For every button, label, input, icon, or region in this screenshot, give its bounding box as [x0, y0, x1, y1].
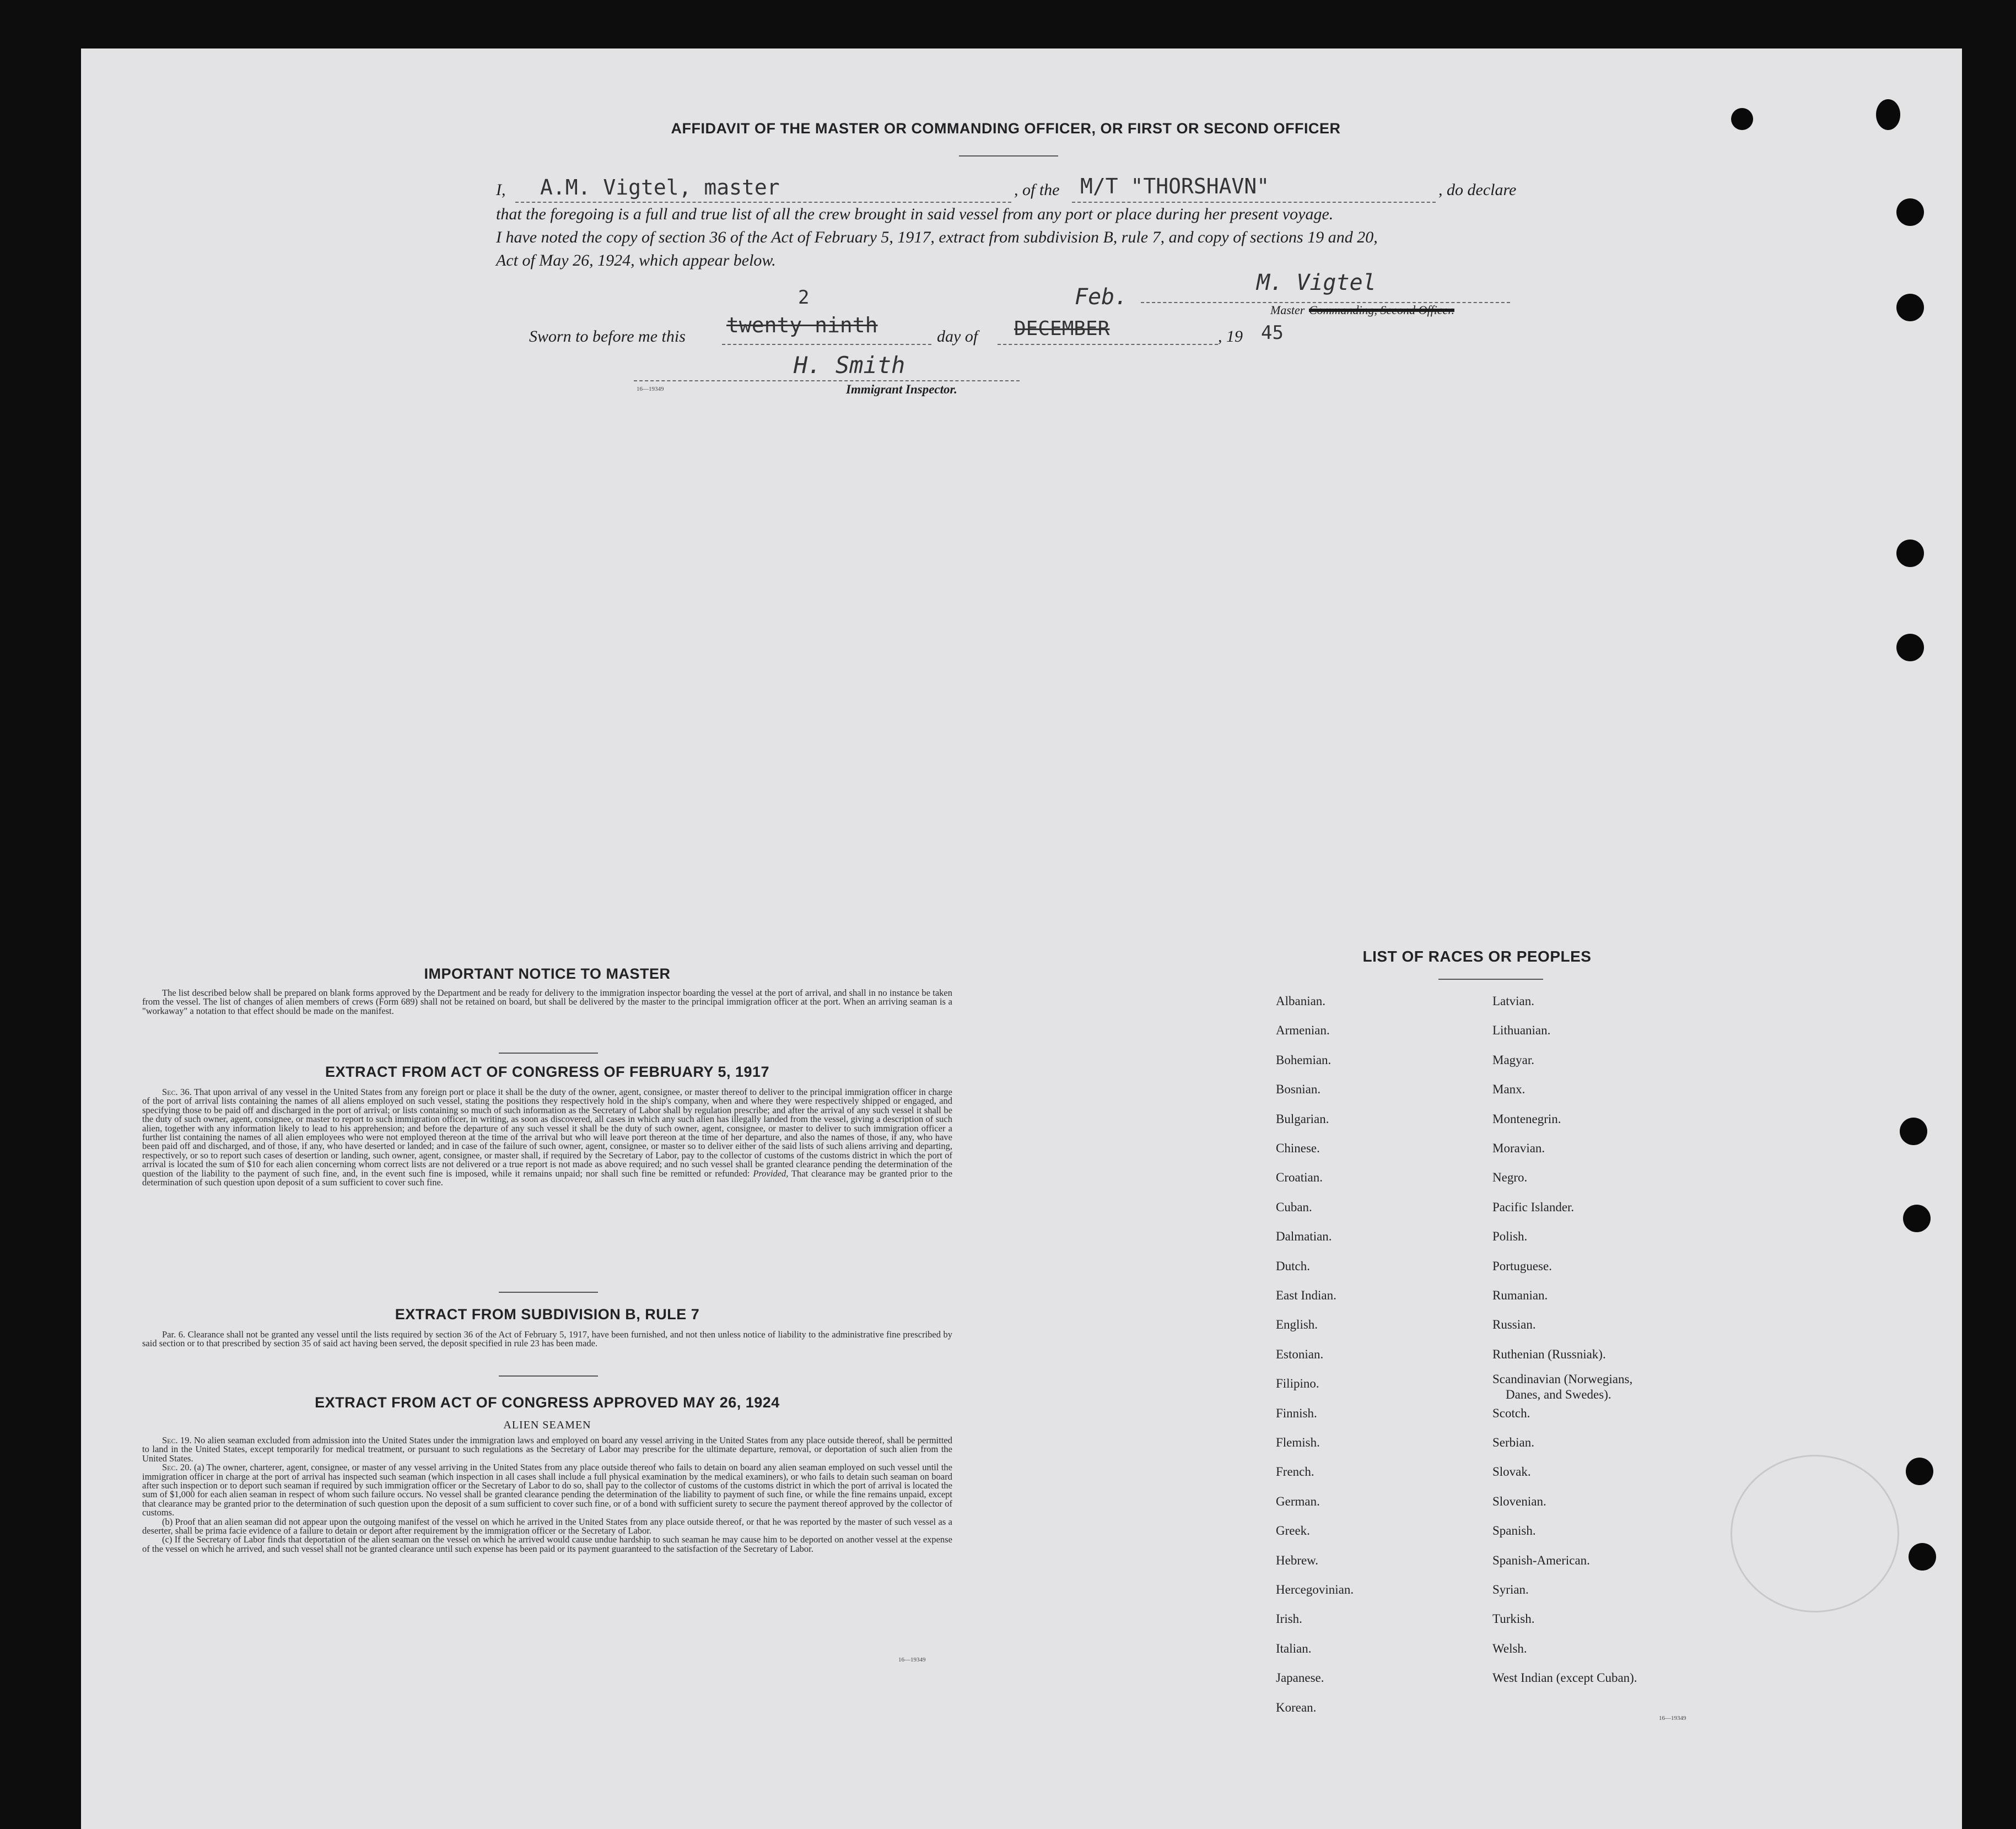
- race-item: English.: [1276, 1318, 1318, 1332]
- race-item: Bosnian.: [1276, 1082, 1321, 1097]
- race-item: Dutch.: [1276, 1259, 1310, 1273]
- race-item: Syrian.: [1492, 1583, 1529, 1596]
- day-correction: 2: [798, 287, 810, 309]
- notice-text: [142, 989, 952, 1016]
- section-19-text: No alien seaman excluded from admission into the United States under the immigration laws and employed on board any vessel arriving in the United States from any place outside thereof, shall be permitted to land in the United States, except temporarily for medical treatment, or pursuant to such regulations as the Secretary of Labor may prescribe for the ultimate departure, removal, or deportation of such alien from the United States.: [142, 1435, 953, 1464]
- race-item: Danes, and Swedes).: [1506, 1388, 1611, 1402]
- subdivision-text: [142, 1330, 952, 1348]
- race-item: Rumanian.: [1492, 1288, 1548, 1302]
- section-rule: [499, 1053, 598, 1054]
- race-item: Manx.: [1492, 1082, 1526, 1097]
- races-form-number: 16—19349: [1659, 1715, 1686, 1722]
- race-item: Portuguese.: [1492, 1259, 1552, 1273]
- sworn-label: Sworn to before me this: [529, 327, 686, 346]
- race-item: Cuban.: [1276, 1200, 1312, 1214]
- race-item: Scotch.: [1492, 1406, 1530, 1420]
- year-handwritten: 45: [1261, 322, 1284, 344]
- races-rule: [1438, 979, 1543, 980]
- par-6-text: Par. 6. Clearance shall not be granted any vessel until the lists required by section 36 of the Act of February 5, 1917, have been furnished, and not then unless notice of liability to the administrative fine prescribed by said section or to that prescribed by section 35 of said act having been served, the deposit specified in rule 23 has been made.: [142, 1329, 952, 1349]
- master-label: Master: [1270, 303, 1305, 317]
- section-label: Sec. 36.: [162, 1087, 192, 1097]
- race-item: Latvian.: [1492, 994, 1534, 1008]
- punch-hole: [1731, 108, 1753, 130]
- day-line: [722, 344, 931, 345]
- race-item: Montenegrin.: [1492, 1112, 1561, 1126]
- race-item: Albanian.: [1276, 994, 1326, 1008]
- inspector-label: Immigrant Inspector.: [846, 382, 957, 396]
- punch-hole: [1896, 634, 1924, 661]
- race-item: Slovak.: [1492, 1465, 1531, 1479]
- of-the-label: , of the: [1014, 181, 1060, 199]
- month-line: [998, 344, 1218, 345]
- inspector-line: [634, 380, 1020, 381]
- punch-hole: [1909, 1543, 1936, 1571]
- alien-seamen-subtitle: ALIEN SEAMEN: [503, 1419, 591, 1431]
- proviso-label: Provided,: [753, 1168, 789, 1179]
- section-20a-text: (a) The owner, charterer, agent, consignee, or master of any vessel arriving in the United States from any place outside thereof who fails to detain on board any alien seaman employed on such vessel until the immigration officer in charge at the port of arrival has inspected such seaman (which inspection in all cases shall include a full physical examination by the medical examiners), or who fails to detain such seaman on board after such inspection or to deport such seaman if required by such immigration officer or the Secretary of Labor to do so, shall pay to the collector of customs of the customs district in which the port of arrival is located the sum of $1,000 for each alien seaman in respect of whom such failure occurs. No vessel shall be granted clearance pending the determination of the liability to payment of such fine, or while the fine remains unpaid, except that clearance may be granted prior to the determination of such question upon the deposit of a sum sufficient to cover such fine, or of a bond with sufficient surety to secure the payment thereof approved by the collector of customs.: [142, 1462, 953, 1518]
- affidavit-line-4: Act of May 26, 1924, which appear below.: [496, 251, 776, 269]
- section-rule: [499, 1375, 598, 1377]
- race-item: Lithuanian.: [1492, 1023, 1551, 1038]
- day-of-label: day of: [937, 327, 978, 346]
- subdivision-title: EXTRACT FROM SUBDIVISION B, RULE 7: [395, 1306, 700, 1323]
- month-handwritten: DECEMBER: [1014, 317, 1110, 340]
- document-page: [81, 48, 1962, 1829]
- races-title: LIST OF RACES OR PEOPLES: [1362, 948, 1592, 965]
- extract-1917-title: EXTRACT FROM ACT OF CONGRESS OF FEBRUARY 5, 1917: [325, 1064, 770, 1080]
- affidavit-title: AFFIDAVIT OF THE MASTER OR COMMANDING OFFICER, OR FIRST OR SECOND OFFICER: [671, 120, 1341, 137]
- race-item: Turkish.: [1492, 1612, 1535, 1626]
- master-signature: M. Vigtel: [1257, 270, 1376, 295]
- day-handwritten: twenty ninth: [726, 313, 878, 337]
- race-item: Hercegovinian.: [1276, 1583, 1354, 1596]
- notice-title: IMPORTANT NOTICE TO MASTER: [424, 965, 671, 982]
- left-form-number: 16—19349: [898, 1657, 926, 1663]
- do-declare-label: , do declare: [1438, 181, 1517, 199]
- master-name-line: [515, 202, 1011, 203]
- race-item: Magyar.: [1492, 1053, 1535, 1067]
- section-label: Sec. 19.: [162, 1435, 192, 1445]
- affidavit-line-2: that the foregoing is a full and true list of all the crew brought in said vessel from any port or place during her present voyage.: [496, 205, 1334, 223]
- race-item: Polish.: [1492, 1229, 1528, 1244]
- master-name-handwritten: A.M. Vigtel, master: [540, 175, 780, 199]
- notice-paragraph: The list described below shall be prepared on blank forms approved by the Department and be ready for delivery to the immigration inspector boarding the vessel at the port of arrival, and shall in no instance be taken from the vessel. The list of changes of alien members of crews (Form 689) shall not be retained on board, but shall be delivered by the master to the principal immigration officer at the port. When an arriving seaman is a "workaway" a notation to that effect should be made on the manifest.: [142, 988, 952, 1016]
- punch-hole: [1896, 539, 1924, 567]
- proviso-text: That clearance may be granted prior to the determination of such question upon deposit of a sum sufficient to cover such fine.: [142, 1168, 953, 1188]
- section-36-text: That upon arrival of any vessel in the United States from any foreign port or place it shall be the duty of the owner, agent, consignee, or master thereof to deliver to the principal immigration officer in charge of the port of arrival lists containing the names of all aliens employed on such vessel, stating the positions they respectively hold in the ship's company, when and where they were respectively shipped or engaged, and specifying those to be paid off and discharged in the port of arrival; or lists containing so much of such information as the Secretary of Labor shall by regulation prescribe; and after the arrival of any such vessel it shall be the duty of such owner, agent, consignee, or master to report to such immigration officer, in writing, as soon as discovered, all cases in which any such alien has illegally landed from the vessel, giving a description of such alien, together with any information likely to lead to his apprehension; and before the departure of any such vessel it shall be the duty of such owner, agent, consignee, or master to deliver to such immigration officer a further list containing the names of all alien employees who were not employed thereon at the time of the arrival but who will leave port thereon at the time of her departure, and also the names of those, if any, who have been paid off and discharged, and of those, if any, who have deserted or landed; and in case of the failure of such owner, agent, consignee, or master so to deliver either of the said lists of such aliens arriving and departing, respectively, or so to report such cases of desertion or landing, such owner, agent, consignee, or master shall, if required by the Secretary of Labor, pay to the collector of customs of the customs district in which the port of arrival is located the sum of $10 for each alien concerning whom correct lists are not delivered or a true report is not made as above required; and no such vessel shall be granted clearance pending the determination of the question of the liability to the payment of such fine, and, in the event such fine is imposed, while it remains unpaid; nor shall such fine be remitted or refunded:: [142, 1087, 953, 1179]
- race-item: Bohemian.: [1276, 1053, 1332, 1067]
- punch-hole: [1896, 294, 1924, 321]
- race-item: East Indian.: [1276, 1288, 1336, 1302]
- race-item: Flemish.: [1276, 1436, 1320, 1449]
- race-item: German.: [1276, 1494, 1320, 1508]
- section-rule: [499, 1292, 598, 1293]
- title-rule: [959, 155, 1058, 157]
- affidavit-form-number: 16—19349: [637, 386, 664, 392]
- race-item: Italian.: [1276, 1641, 1312, 1655]
- punch-hole: [1900, 1118, 1927, 1145]
- inspector-signature: H. Smith: [794, 352, 905, 379]
- extract-1917-text: [142, 1088, 952, 1187]
- stamp-impression: [1731, 1455, 1899, 1612]
- race-item: Spanish.: [1492, 1524, 1536, 1538]
- race-item: Greek.: [1276, 1524, 1310, 1538]
- race-item: Bulgarian.: [1276, 1112, 1329, 1126]
- race-item: Croatian.: [1276, 1170, 1323, 1185]
- race-item: Estonian.: [1276, 1347, 1324, 1361]
- month-correction: Feb.: [1075, 284, 1128, 310]
- race-item: Slovenian.: [1492, 1494, 1546, 1508]
- race-item: Pacific Islander.: [1492, 1200, 1575, 1214]
- affidavit-line-3: I have noted the copy of section 36 of the Act of February 5, 1917, extract from subdivision B, rule 7, and copy of sections 19 and 20,: [496, 228, 1378, 246]
- race-item: Chinese.: [1276, 1141, 1320, 1155]
- race-item: Armenian.: [1276, 1023, 1330, 1038]
- affidavit-i: I,: [496, 181, 506, 199]
- struck-officer-label: Commanding, Second Officer.: [1309, 303, 1454, 317]
- race-item: Hebrew.: [1276, 1553, 1319, 1567]
- race-item: Serbian.: [1492, 1436, 1535, 1449]
- punch-hole: [1906, 1458, 1933, 1485]
- race-item: Welsh.: [1492, 1641, 1527, 1655]
- race-item: Moravian.: [1492, 1141, 1545, 1155]
- race-item: Irish.: [1276, 1612, 1302, 1626]
- race-item: Negro.: [1492, 1170, 1528, 1185]
- vessel-handwritten: M/T "THORSHAVN": [1080, 174, 1270, 198]
- race-item: West Indian (except Cuban).: [1492, 1671, 1637, 1685]
- extract-1924-text: [142, 1436, 952, 1553]
- race-item: Filipino.: [1276, 1377, 1319, 1391]
- punch-hole: [1896, 198, 1924, 226]
- race-item: French.: [1276, 1465, 1314, 1479]
- punch-hole: [1876, 99, 1900, 130]
- section-label: Sec. 20.: [162, 1462, 192, 1473]
- race-item: Russian.: [1492, 1318, 1536, 1332]
- punch-hole: [1903, 1205, 1931, 1232]
- race-item: Scandinavian (Norwegians,: [1492, 1372, 1633, 1386]
- race-item: Dalmatian.: [1276, 1229, 1332, 1244]
- year-prefix: , 19: [1218, 327, 1243, 346]
- race-item: Korean.: [1276, 1700, 1317, 1714]
- race-item: Japanese.: [1276, 1671, 1324, 1685]
- vessel-line: [1072, 202, 1436, 203]
- race-item: Ruthenian (Russniak).: [1492, 1347, 1606, 1361]
- race-item: Finnish.: [1276, 1406, 1317, 1420]
- extract-1924-title: EXTRACT FROM ACT OF CONGRESS APPROVED MAY 26, 1924: [315, 1394, 780, 1411]
- section-20c-text: (c) If the Secretary of Labor finds that deportation of the alien seaman on the vessel on which he arrived would cause undue hardship to such seaman he may cause him to be deported on another vessel at the expense of the vessel on which he arrived, and such vessel shall not be granted clearance until such expense has been paid or its payment guaranteed to the satisfaction of the Secretary of Labor.: [142, 1534, 952, 1554]
- section-20b-text: (b) Proof that an alien seaman did not appear upon the outgoing manifest of the vessel on which he arrived in the United States from any place outside thereof, or that he was reported by the master of such vessel as a deserter, shall be prima facie evidence of a failure to detain or deport after requirement by the immigration officer or the Secretary of Labor.: [142, 1516, 952, 1536]
- race-item: Spanish-American.: [1492, 1553, 1590, 1567]
